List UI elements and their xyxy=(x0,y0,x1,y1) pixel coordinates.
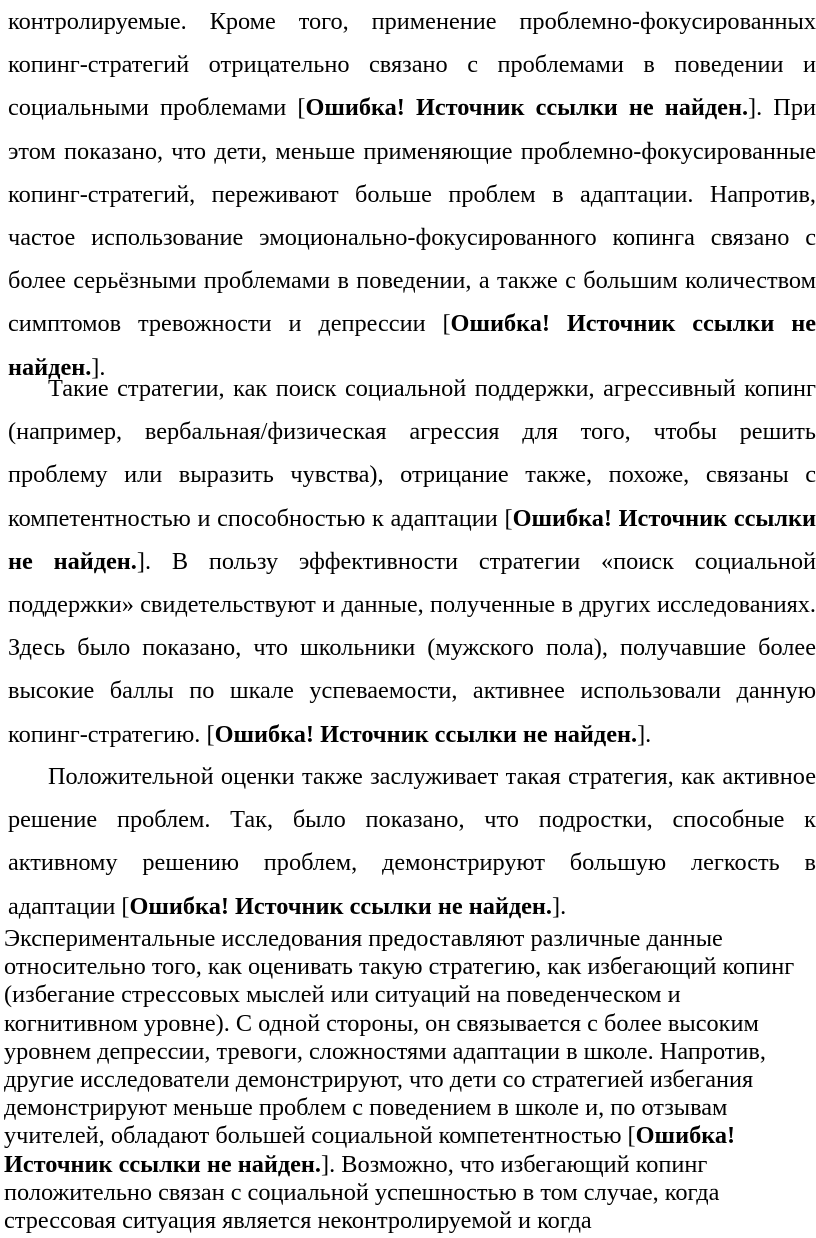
citation-error-2: Ошибка! Источник ссылки не найден. xyxy=(8,310,816,381)
paragraph-1 xyxy=(8,0,816,389)
citation-error-3: Ошибка! Источник ссылки не найден. xyxy=(8,504,816,575)
paragraph-4 xyxy=(4,925,810,1235)
paragraph-1-text-a: контролируемые. Кроме того, применение проблемно-фокусированных копинг-стратегий отрицательно связано с проблемами в поведении и социальными проблемами [ xyxy=(8,8,816,122)
paragraph-2-text-b: ]. В пользу эффективности стратегии «поиск социальной поддержки» свидетельствуют и данные, полученные в других исследованиях. Здесь было показано, что школьники (мужского пола), получавшие более высокие баллы по шкале успеваемости, активнее использовали данную копинг-стратегию. [ xyxy=(8,547,816,748)
paragraph-2-text-c: ]. xyxy=(637,720,652,748)
paragraph-2 xyxy=(8,367,816,756)
paragraph-1-text-c: ]. xyxy=(91,353,106,381)
citation-error-4: Ошибка! Источник ссылки не найден. xyxy=(214,720,638,748)
citation-error-6: Ошибка! Источник ссылки не найден. xyxy=(4,1122,736,1178)
paragraph-3-text-b: ]. xyxy=(552,892,567,920)
paragraph-3 xyxy=(8,755,816,928)
paragraph-3-text-a: Положительной оценки также заслуживает такая стратегия, как активное решение проблем. Так, было показано, что подростки, способные к активному решению проблем, демонстрируют большую легкость в адаптации [ xyxy=(8,763,816,920)
citation-error-5: Ошибка! Источник ссылки не найден. xyxy=(129,892,552,920)
citation-error-1: Ошибка! Источник ссылки не найден. xyxy=(305,94,749,122)
paragraph-1-text-b: ]. При этом показано, что дети, меньше применяющие проблемно-фокусированные копинг-стратегий, переживают больше проблем в адаптации. Напротив, частое использование эмоционально-фокусированного копинга связано с более серьёзными проблемами в поведении, а также с большим количеством симптомов тревожности и депрессии [ xyxy=(8,94,816,338)
paragraph-4-text-a: Экспериментальные исследования предоставляют различные данные относительно того, как оценивать такую стратегию, как избегающий копинг (избегание стрессовых мыслей или ситуаций на поведенческом и когнитивном уровне). С одной стороны, он связывается с более высоким уровнем депрессии, тревоги, сложностями адаптации в школе. Напротив, другие исследователи демонстрируют, что дети со стратегией избегания демонстрируют меньше проблем с поведением в школе и, по отзывам учителей, обладают большей социальной компетентностью [ xyxy=(4,925,795,1150)
paragraph-4-text-b: ]. Возможно, что избегающий копинг положительно связан с социальной успешностью в том случае, когда стрессовая ситуация является неконтролируемой и когда xyxy=(4,1150,720,1235)
paragraph-2-text-a: Такие стратегии, как поиск социальной поддержки, агрессивный копинг (например, вербальная/физическая агрессия для того, чтобы решить проблему или выразить чувства), отрицание также, похоже, связаны с компетентностью и способностью к адаптации [ xyxy=(8,375,816,532)
